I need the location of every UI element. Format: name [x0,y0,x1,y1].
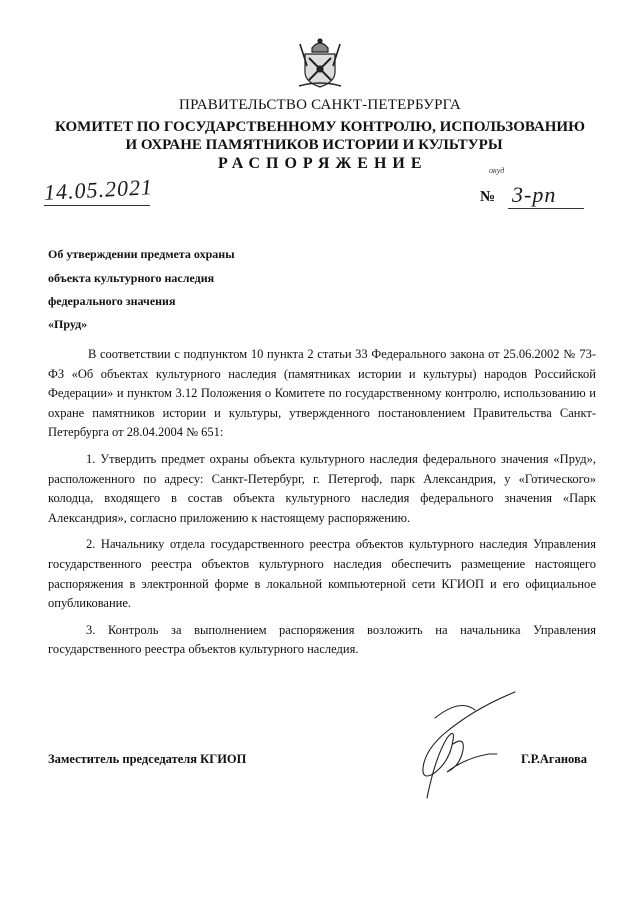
okud-label: окуд [489,166,505,175]
date-underline [44,205,150,206]
subject-line-1: Об утверждении предмета охраны [48,247,235,261]
handwritten-signature [405,688,525,803]
number-sign: № [480,189,496,205]
item-3-paragraph: 3. Контроль за выполнением распоряжения возложить на начальника Управления государственного реестра объектов культурного наследия. [48,622,596,657]
subject-line-2: объекта культурного наследия [48,271,215,285]
committee-name-line1: КОМИТЕТ ПО ГОСУДАРСТВЕННОМУ КОНТРОЛЮ, ИСПОЛЬЗОВАНИЮ [55,119,585,135]
committee-name-line2: И ОХРАНЕ ПАМЯТНИКОВ ИСТОРИИ И КУЛЬТУРЫ [125,137,503,153]
document-date: 14.05.2021 [43,174,154,205]
document-type-title: РАСПОРЯЖЕНИЕ [218,155,428,172]
subject-line-3: федерального значения [48,294,176,308]
coat-of-arms-icon [297,36,343,90]
government-name: ПРАВИТЕЛЬСТВО САНКТ-ПЕТЕРБУРГА [179,97,461,113]
signatory-role: Заместитель председателя КГИОП [48,752,247,766]
item-2-paragraph: 2. Начальнику отдела государственного реестра объектов культурного наследия Управления государственного реестра объектов культурного наследия обеспечить размещение настоящего распоряжения в электронной форме в локальной компьютерной сети КГИОП и его официальное опубликование. [48,537,596,611]
signatory-name: Г.Р.Аганова [521,752,587,766]
document-body [48,345,596,667]
subject-line-4: «Пруд» [48,317,88,331]
item-1-paragraph: 1. Утвердить предмет охраны объекта культурного наследия федерального значения «Пруд», расположенного по адресу: Санкт-Петербург, г. Петергоф, парк Александрия, у «Готического» колодца, входящего в состав объекта культурного наследия федерального значения «Парк Александрия», согласно приложению к настоящему распоряжению. [48,451,596,525]
number-underline [508,208,584,209]
document-number: 3-рп [512,182,557,207]
preamble-paragraph: В соответствии с подпунктом 10 пункта 2 статьи 33 Федерального закона от 25.06.2002 № 73-ФЗ «Об объектах культурного наследия (памятниках истории и культуры) народов Российской Федерации» и пунктом 3.12 Положения о Комитете по государственному контролю, использованию и охране памятников истории и культуры, утвержденного постановлением Правительства Санкт-Петербурга от 28.04.2004 № 651: [48,347,596,440]
